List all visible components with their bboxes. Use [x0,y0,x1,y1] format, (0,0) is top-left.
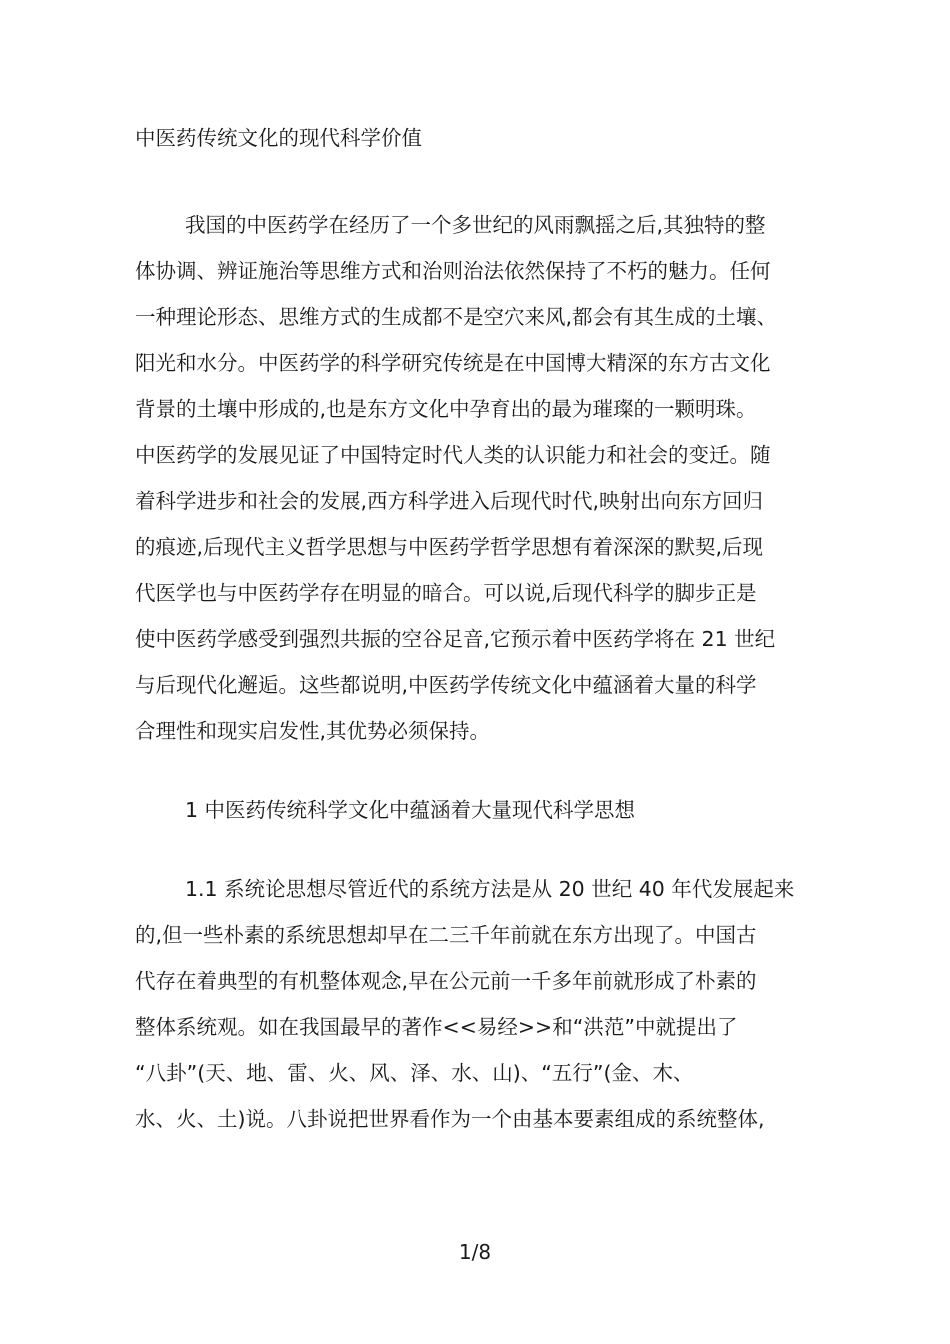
paragraph-line: 1.1 系统论思想尽管近代的系统方法是从 20 世纪 40 年代发展起来 [185,877,795,901]
page-number: 1/8 [458,1240,492,1264]
paragraph-line: 使中医药学感受到强烈共振的空谷足音,它预示着中医药学将在 21 世纪 [135,627,776,651]
paragraph-line: 代存在着典型的有机整体观念,早在公元前一千多年前就形成了朴素的 [135,969,757,993]
paragraph-line: “八卦”(天、地、雷、火、风、泽、水、山)、“五行”(金、木、 [135,1061,694,1085]
paragraph-line: 代医学也与中医药学存在明显的暗合。可以说,后现代科学的脚步正是 [135,581,757,605]
paragraph-line: 着科学进步和社会的发展,西方科学进入后现代时代,映射出向东方回归 [135,489,764,513]
section-heading: 1 中医药传统科学文化中蕴涵着大量现代科学思想 [185,798,636,822]
paragraph-line: 我国的中医药学在经历了一个多世纪的风雨飘摇之后,其独特的整 [185,213,766,237]
paragraph-line: 的痕迹,后现代主义哲学思想与中医药学哲学思想有着深深的默契,后现 [135,535,764,559]
paragraph-line: 阳光和水分。中医药学的科学研究传统是在中国博大精深的东方古文化 [135,351,771,375]
document-title: 中医药传统文化的现代科学价值 [135,126,422,150]
paragraph-line: 水、火、土)说。八卦说把世界看作为一个由基本要素组成的系统整体, [135,1107,765,1131]
paragraph-line: 一种理论形态、思维方式的生成都不是空穴来风,都会有其生成的土壤、 [135,305,778,329]
paragraph-line: 背景的土壤中形成的,也是东方文化中孕育出的最为璀璨的一颗明珠。 [135,397,757,421]
paragraph-line: 体协调、辨证施治等思维方式和治则治法依然保持了不朽的魅力。任何 [135,259,771,283]
paragraph-line: 整体系统观。如在我国最早的著作<<易经>>和“洪范”中就提出了 [135,1015,738,1039]
paragraph-line: 中医药学的发展见证了中国特定时代人类的认识能力和社会的变迁。随 [135,443,771,467]
paragraph-line: 与后现代化邂逅。这些都说明,中医药学传统文化中蕴涵着大量的科学 [135,673,757,697]
paragraph-line: 合理性和现实启发性,其优势必须保持。 [135,719,491,743]
paragraph-line: 的,但一些朴素的系统思想却早在二三千年前就在东方出现了。中国古 [135,923,757,947]
